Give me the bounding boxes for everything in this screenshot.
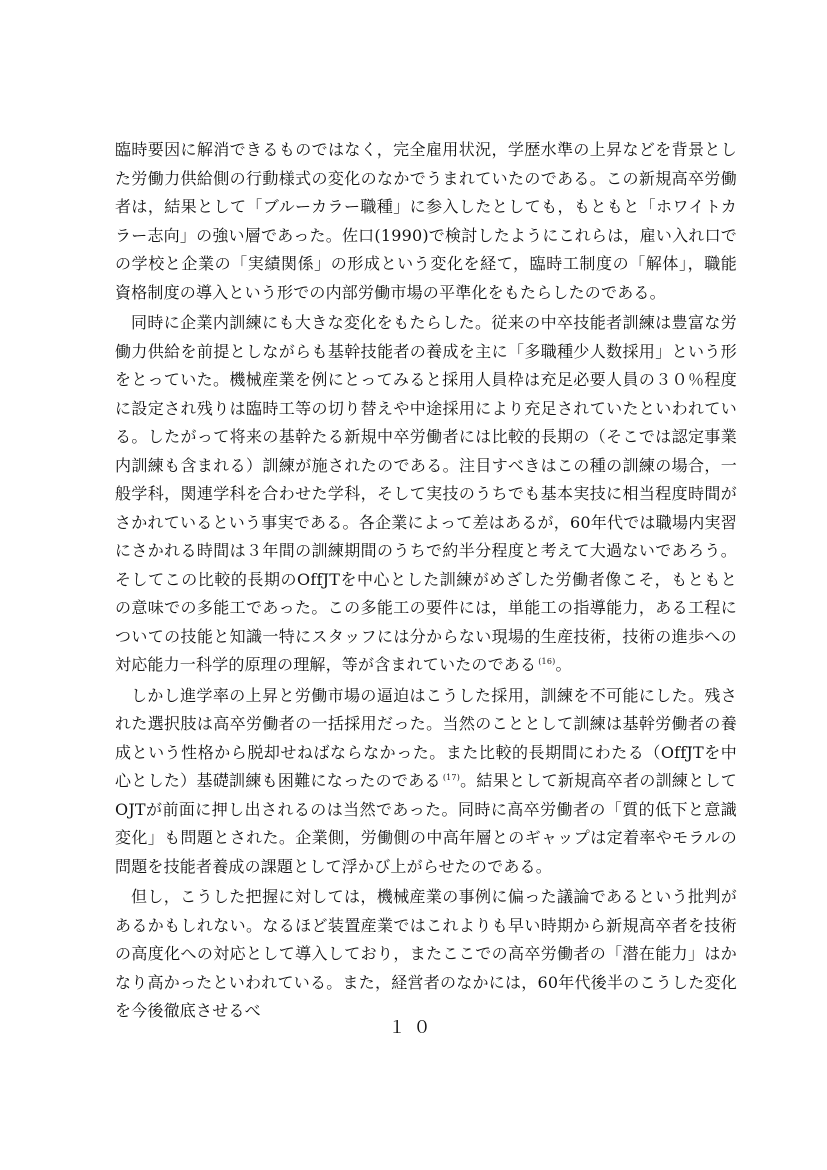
- paragraph-2: 同時に企業内訓練にも大きな変化をもたらした。従来の中卒技能者訓練は豊富な労働力供給を前提としながらも基幹技能者の養成を主に「多職種少人数採用」という形をとっていた。機械産業を例にとってみると採用人員枠は充足必要人員の３０％程度に設定され残りは臨時工等の切り替えや中途採用により充足されていたといわれている。したがって将来の基幹たる新規中卒労働者には比較的長期の（そこでは認定事業内訓練も含まれる）訓練が施されたのである。注目すべきはこの種の訓練の場合，一般学科，関連学科を合わせた学科，そして実技のうちでも基本実技に相当程度時間がさかれているという事実である。各企業によって差はあるが，60年代では職場内実習にさかれる時間は３年間の訓練期間のうちで約半分程度と考えて大過ないであろう。そしてこの比較的長期のOffJTを中心とした訓練がめざした労働者像こそ，もともとの意味での多能工であった。この多能工の要件には，単能工の指導能力，ある工程についての技能と知識一特にスタッフには分からない現場的生産技術，技術の進歩への対応能力一科学的原理の理解，等が含まれていたのである $^{(16)}$。: [115, 313, 737, 674]
- paragraph-3-text: しかし進学率の上昇と労働市場の逼迫はこうした採用，訓練を不可能にした。残された選択肢は高卒労働者の一括採用だった。当然のこととして訓練は基幹労働者の養成という性格から脱却せねばならなかった。また比較的長期間にわたる（OffJTを中心とした）基礎訓練も困難になったのである: [115, 685, 737, 790]
- paragraph-3-tail: 。結果として新規高卒者の訓練としてOJTが前面に押し出されるのは当然であった。同時に高卒労働者の「質的低下と意識変化」も問題とされた。企業側，労働側の中高年層とのギャップは定着率やモラルの問題を技能者養成の課題として浮かび上がらせたのである。: [115, 771, 737, 876]
- footnote-ref-16: (16): [538, 656, 556, 666]
- paragraph-4: [115, 883, 737, 1026]
- paragraph-2-text: 同時に企業内訓練にも大きな変化をもたらした。従来の中卒技能者訓練は豊富な労働力供給を前提としながらも基幹技能者の養成を主に「多職種少人数採用」という形をとっていた。機械産業を例にとってみると採用人員枠は充足必要人員の３０％程度に設定され残りは臨時工等の切り替えや中途採用により充足されていたといわれている。したがって将来の基幹たる新規中卒労働者には比較的長期の（そこでは認定事業内訓練も含まれる）訓練が施されたのである。注目すべきはこの種の訓練の場合，一般学科，関連学科を合わせた学科，そして実技のうちでも基本実技に相当程度時間がさかれているという事実である。各企業によって差はあるが，60年代では職場内実習にさかれる時間は３年間の訓練期間のうちで約半分程度と考えて大過ないであろう。そしてこの比較的長期のOffJTを中心とした訓練がめざした労働者像こそ，もともとの意味での多能工であった。この多能工の要件には，単能工の指導能力，ある工程についての技能と知識一特にスタッフには分からない現場的生産技術，技術の進歩への対応能力一科学的原理の理解，等が含まれていたのである: [115, 313, 737, 674]
- paragraph-4-text: 但し，こうした把握に対しては，機械産業の事例に偏った議論であるという批判があるかもしれない。なるほど装置産業ではこれよりも早い時期から新規高卒者を技術の高度化への対応として導入しており，またここでの高卒労働者の「潜在能力」はかなり高かったといわれている。また，経営者のなかには，60年代後半のこうした変化を今後徹底させるべ: [115, 887, 737, 1020]
- paragraph-1: [115, 136, 737, 307]
- footnote-ref-17: (17): [442, 772, 461, 782]
- paragraph-3: [115, 682, 737, 882]
- page-number: １０: [388, 1018, 439, 1038]
- paragraph-1-text: 臨時要因に解消できるものではなく，完全雇用状況，学歴水準の上昇などを背景とした労働力供給側の行動様式の変化のなかでうまれていたのである。この新規高卒労働者は，結果として「ブルーカラー職種」に参入したとしても，もともと「ホワイトカラー志向」の強い層であった。佐口(1990)で検討したようにこれらは，雇い入れ口での学校と企業の「実績関係」の形成という変化を経て，臨時工制度の「解体」，職能資格制度の導入という形での内部労働市場の平準化をもたらしたのである。: [115, 140, 737, 302]
- body-text: [115, 136, 737, 1026]
